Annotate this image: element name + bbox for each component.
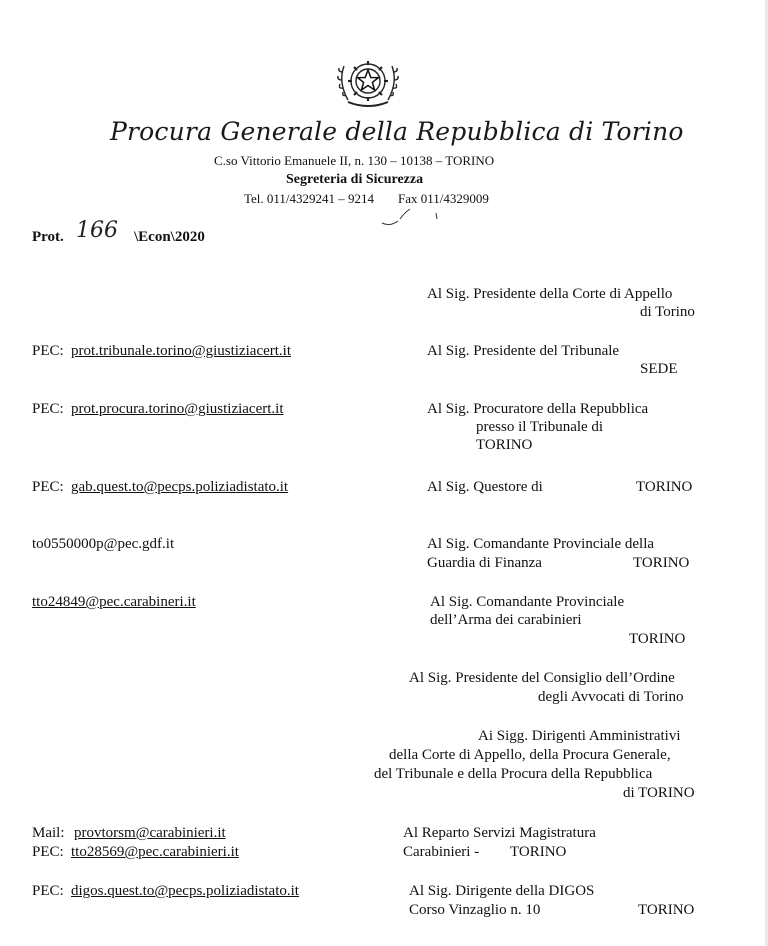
recipient-8-line-1: Ai Sigg. Dirigenti Amministrativi bbox=[478, 728, 681, 744]
office-department: Segreteria di Sicurezza bbox=[286, 172, 424, 187]
pec-link[interactable]: gab.quest.to@pecps.poliziadistato.it bbox=[71, 479, 289, 495]
recipient-3-line-2: presso il Tribunale di bbox=[476, 419, 604, 435]
recipient-7-line-2: degli Avvocati di Torino bbox=[538, 689, 684, 705]
italian-republic-emblem-icon bbox=[336, 52, 400, 110]
pec-link[interactable]: digos.quest.to@pecps.poliziadistato.it bbox=[71, 883, 299, 899]
recipient-1-line-2: di Torino bbox=[640, 304, 695, 320]
recipient-2-line-2: SEDE bbox=[640, 361, 678, 377]
protocol-suffix: \Econ\2020 bbox=[134, 229, 205, 245]
contact-label: PEC: bbox=[32, 844, 64, 860]
office-fax: Fax 011/4329009 bbox=[398, 191, 489, 206]
contact-label: PEC: bbox=[32, 343, 64, 359]
protocol-prefix: Prot. bbox=[32, 229, 64, 245]
pec-link[interactable]: prot.tribunale.torino@giustiziacert.it bbox=[71, 343, 292, 359]
contact-label: PEC: bbox=[32, 401, 64, 417]
office-phone: Tel. 011/4329241 – 9214 bbox=[244, 191, 375, 206]
contact-label: PEC: bbox=[32, 883, 64, 899]
office-address: C.so Vittorio Emanuele II, n. 130 – 10138 – TORINO bbox=[214, 153, 495, 168]
recipient-8-line-4: di TORINO bbox=[623, 785, 695, 801]
carabinieri-pec-link[interactable]: tto24849@pec.carabineri.it bbox=[32, 594, 196, 610]
recipient-9-line-3: TORINO bbox=[510, 844, 567, 860]
pec-link[interactable]: prot.procura.torino@giustiziacert.it bbox=[71, 401, 284, 417]
recipient-9-line-1: Al Reparto Servizi Magistratura bbox=[403, 825, 596, 841]
recipient-6-line-3: TORINO bbox=[629, 631, 686, 647]
recipient-9-line-2: Carabinieri - bbox=[403, 844, 480, 860]
contact-label: Mail: bbox=[32, 825, 65, 841]
recipient-4-line-2: TORINO bbox=[636, 479, 693, 495]
recipient-3-line-1: Al Sig. Procuratore della Repubblica bbox=[427, 401, 649, 417]
contact-label: PEC: bbox=[32, 479, 64, 495]
recipient-4-line-1: Al Sig. Questore di bbox=[427, 479, 543, 495]
recipient-5-line-3: TORINO bbox=[633, 555, 690, 571]
protocol-number: 166 bbox=[76, 218, 118, 243]
recipient-10-line-3: TORINO bbox=[638, 902, 695, 918]
recipient-1-line-1: Al Sig. Presidente della Corte di Appello bbox=[427, 286, 673, 302]
pec-link[interactable]: tto28569@pec.carabinieri.it bbox=[71, 844, 239, 860]
recipient-10-line-2: Corso Vinzaglio n. 10 bbox=[409, 902, 541, 918]
recipient-3-line-3: TORINO bbox=[476, 437, 533, 453]
recipient-6-line-1: Al Sig. Comandante Provinciale bbox=[430, 594, 625, 610]
recipient-5-line-1: Al Sig. Comandante Provinciale della bbox=[427, 536, 655, 552]
recipient-10-line-1: Al Sig. Dirigente della DIGOS bbox=[409, 883, 595, 899]
recipient-8-line-2: della Corte di Appello, della Procura Generale, bbox=[389, 747, 671, 763]
recipient-8-line-3: del Tribunale e della Procura della Repubblica bbox=[374, 766, 653, 782]
recipient-2-line-1: Al Sig. Presidente del Tribunale bbox=[427, 343, 620, 359]
recipient-5-line-2: Guardia di Finanza bbox=[427, 555, 542, 571]
recipient-6-line-2: dell’Arma dei carabinieri bbox=[430, 612, 582, 628]
mail-link[interactable]: provtorsm@carabinieri.it bbox=[74, 825, 226, 841]
gdf-pec-contact[interactable]: to0550000p@pec.gdf.it bbox=[32, 536, 175, 552]
recipient-7-line-1: Al Sig. Presidente del Consiglio dell’Ordine bbox=[409, 670, 675, 686]
handwritten-mark bbox=[380, 205, 450, 231]
office-title: Procura Generale della Repubblica di Torino bbox=[110, 117, 684, 146]
